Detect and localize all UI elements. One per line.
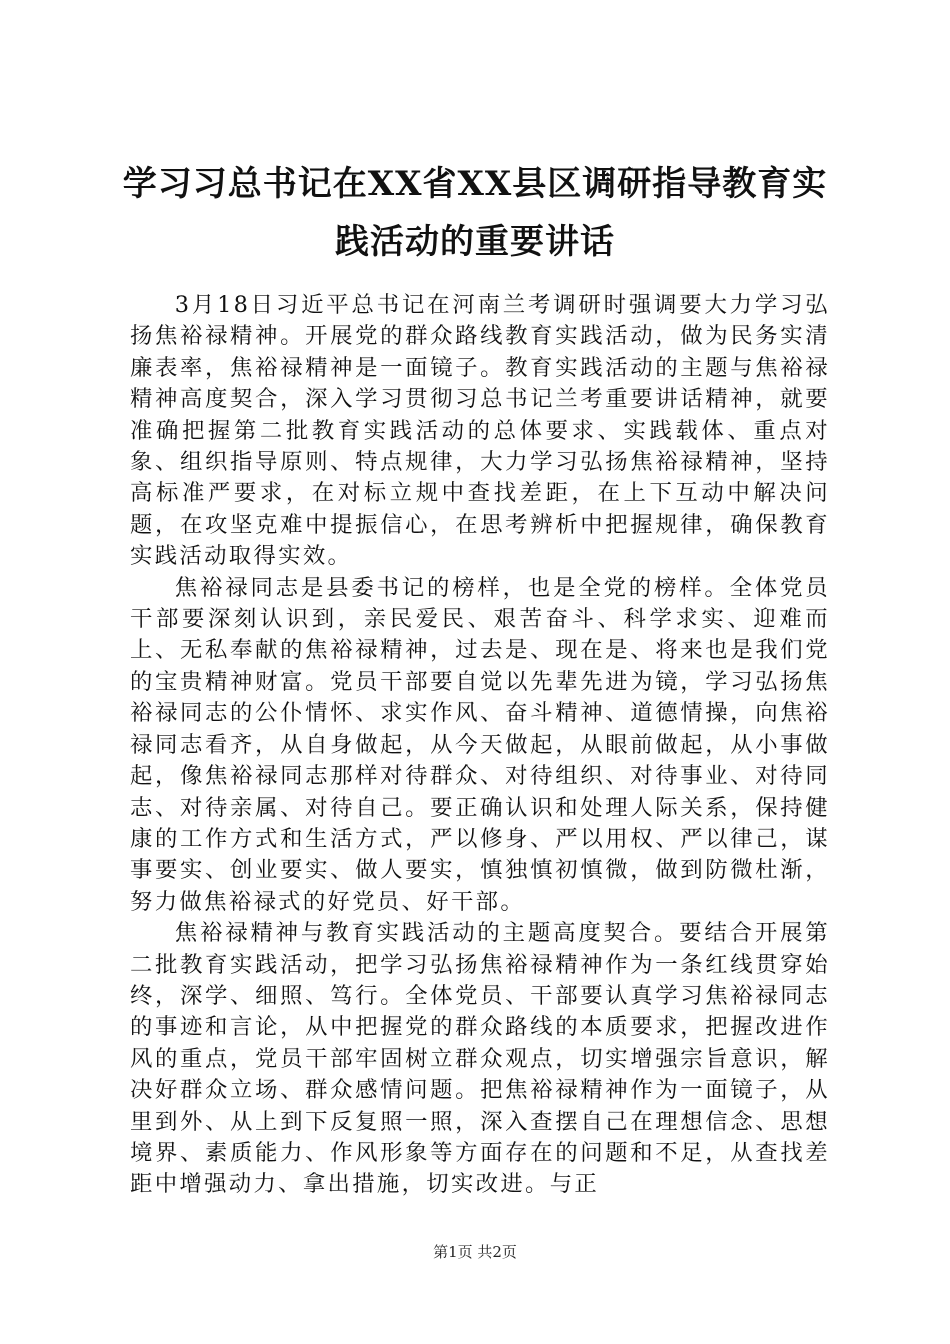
paragraph-3: 焦裕禄精神与教育实践活动的主题高度契合。要结合开展第二批教育实践活动，把学习弘扬焦裕禄精神作为一条红线贯穿始终，深学、细照、笃行。全体党员、干部要认真学习焦裕禄同志的事迹和言论，从中把握党的群众路线的本质要求，把握改进作风的重点，党员干部牢固树立群众观点，切实增强宗旨意识，解决好群众立场、群众感情问题。把焦裕禄精神作为一面镜子，从里到外、从上到下反复照一照，深入查摆自己在理想信念、思想境界、素质能力、作风形象等方面存在的问题和不足，从查找差距中增强动力、拿出措施，切实改进。与正 (130, 920, 830, 1198)
document-title-line-2: 践活动的重要讲话 (335, 222, 615, 262)
page-number-footer: 第1页 共2页 (433, 1243, 517, 1261)
document-title-line-1: 学习习总书记在XX省XX县区调研指导教育实 (122, 164, 828, 204)
paragraph-1: 3月18日习近平总书记在河南兰考调研时强调要大力学习弘扬焦裕禄精神。开展党的群众路线教育实践活动，做为民务实清廉表率，焦裕禄精神是一面镜子。教育实践活动的主题与焦裕禄精神高度契合，深入学习贯彻习总书记兰考重要讲话精神，就要准确把握第二批教育实践活动的总体要求、实践载体、重点对象、组织指导原则、特点规律，大力学习弘扬焦裕禄精神，坚持高标准严要求，在对标立规中查找差距，在上下互动中解决问题，在攻坚克难中提振信心，在思考辨析中把握规律，确保教育实践活动取得实效。 (130, 292, 830, 570)
document-body (130, 290, 830, 1201)
paragraph-2: 焦裕禄同志是县委书记的榜样，也是全党的榜样。全体党员干部要深刻认识到，亲民爱民、艰苦奋斗、科学求实、迎难而上、无私奉献的焦裕禄精神，过去是、现在是、将来也是我们党的宝贵精神财富。党员干部要自觉以先辈先进为镜，学习弘扬焦裕禄同志的公仆情怀、求实作风、奋斗精神、道德情操，向焦裕禄同志看齐，从自身做起，从今天做起，从眼前做起，从小事做起，像焦裕禄同志那样对待群众、对待组织、对待事业、对待同志、对待亲属、对待自己。要正确认识和处理人际关系，保持健康的工作方式和生活方式，严以修身、严以用权、严以律己，谋事要实、创业要实、做人要实，慎独慎初慎微，做到防微杜渐，努力做焦裕禄式的好党员、好干部。 (130, 574, 830, 915)
